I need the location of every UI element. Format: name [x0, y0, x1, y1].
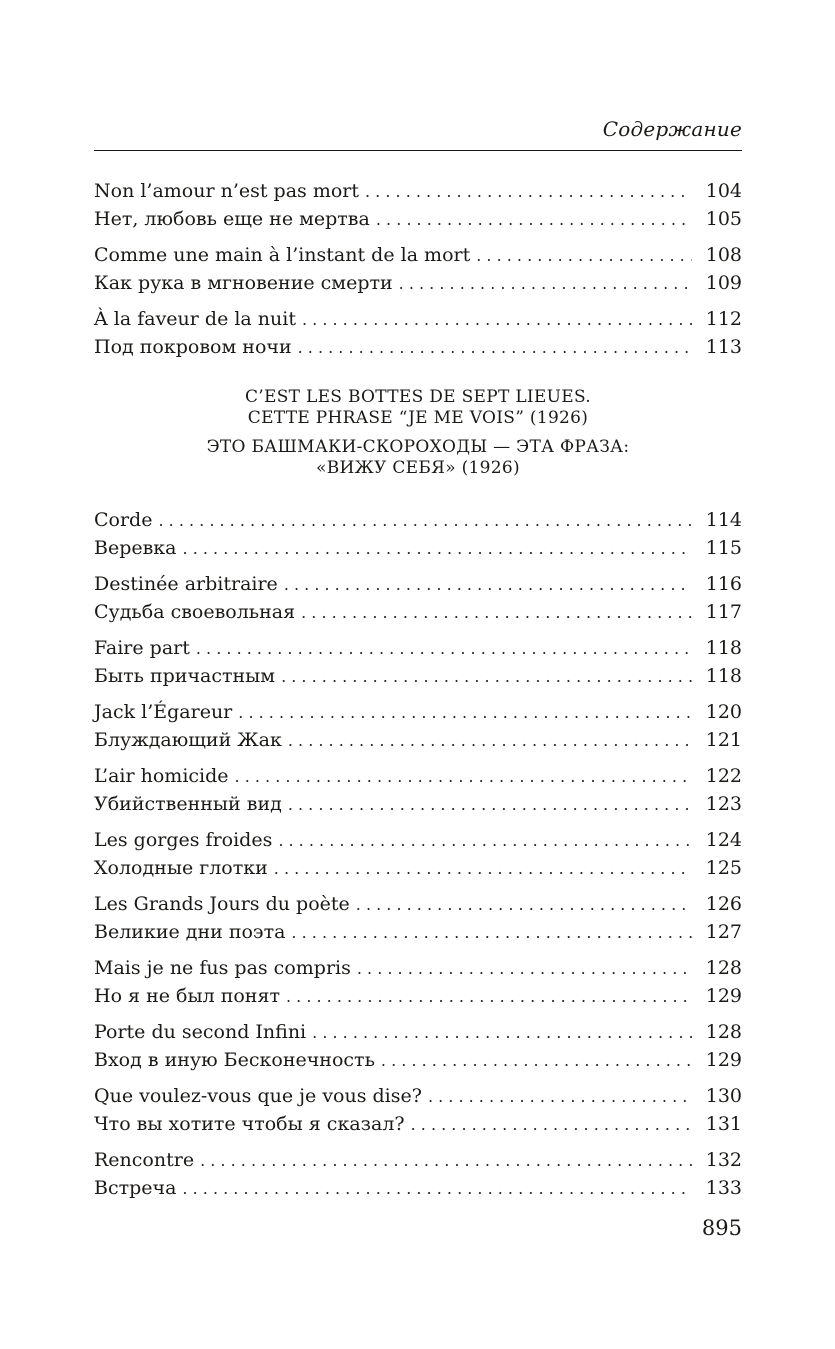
- toc-entry-page: 108: [705, 244, 742, 266]
- toc-entry-page: 123: [705, 793, 742, 815]
- toc-entry: [94, 790, 742, 818]
- toc-entry-group: [94, 698, 742, 754]
- section-heading-french: [94, 387, 742, 429]
- toc-list-second: [94, 506, 742, 1210]
- toc-entry-group: [94, 1082, 742, 1138]
- toc-entry-group: [94, 241, 742, 297]
- toc-entry-page: 116: [705, 573, 742, 595]
- dot-leader: [281, 663, 692, 691]
- toc-entry: [94, 1110, 742, 1138]
- toc-entry-title: Corde: [94, 509, 153, 531]
- toc-entry: [94, 1046, 742, 1074]
- section-heading: [94, 387, 742, 479]
- toc-entry-page: 117: [705, 601, 742, 623]
- toc-entry: [94, 954, 742, 982]
- dot-leader: [428, 1083, 692, 1111]
- toc-entry-title: Rencontre: [94, 1149, 195, 1171]
- section-heading-russian: [94, 437, 742, 479]
- dot-leader: [312, 1019, 692, 1047]
- dot-leader: [301, 599, 692, 627]
- toc-entry-title: Но я не был понят: [94, 985, 280, 1007]
- toc-entry-page: 105: [705, 208, 742, 230]
- toc-entry-title: Faire part: [94, 637, 190, 659]
- toc-entry: [94, 982, 742, 1010]
- toc-entry: [94, 241, 742, 269]
- section-heading-russian-line1: ЭТО БАШМАКИ-СКОРОХОДЫ — ЭТА ФРАЗА:: [206, 437, 630, 457]
- toc-entry-group: [94, 506, 742, 562]
- dot-leader: [288, 727, 692, 755]
- dot-leader: [278, 827, 692, 855]
- toc-entry: [94, 634, 742, 662]
- dot-leader: [158, 507, 692, 535]
- toc-entry-page: 114: [705, 509, 742, 531]
- header-rule: [94, 150, 742, 151]
- toc-entry: [94, 570, 742, 598]
- toc-entry: [94, 1146, 742, 1174]
- toc-entry-title: Веревка: [94, 537, 177, 559]
- toc-entry-title: Les gorges froides: [94, 829, 273, 851]
- book-page: [94, 0, 742, 1349]
- toc-entry-page: 129: [705, 985, 742, 1007]
- toc-entry-page: 129: [705, 1049, 742, 1071]
- toc-entry-title: Comme une main à l’instant de la mort: [94, 244, 471, 266]
- toc-list-first: [94, 177, 742, 369]
- toc-entry-page: 131: [705, 1113, 742, 1135]
- toc-entry: [94, 506, 742, 534]
- toc-entry-title: Великие дни поэта: [94, 921, 286, 943]
- toc-entry-title: Non l’amour n’est pas mort: [94, 180, 359, 202]
- toc-entry-page: 124: [705, 829, 742, 851]
- section-heading-french-line2: CETTE PHRASE “JE ME VOIS” (1926): [247, 408, 589, 428]
- toc-entry-group: [94, 570, 742, 626]
- toc-entry: [94, 854, 742, 882]
- section-heading-russian-line2: «ВИЖУ СЕБЯ» (1926): [316, 458, 520, 478]
- toc-entry-page: 126: [705, 893, 742, 915]
- dot-leader: [200, 1147, 692, 1175]
- dot-leader: [182, 1175, 692, 1203]
- toc-entry: [94, 826, 742, 854]
- dot-leader: [274, 855, 692, 883]
- toc-entry: [94, 762, 742, 790]
- toc-entry: [94, 890, 742, 918]
- toc-entry: [94, 305, 742, 333]
- toc-entry-title: Jack l’Égareur: [94, 701, 233, 723]
- toc-entry-title: Нет, любовь еще не мертва: [94, 208, 370, 230]
- dot-leader: [476, 242, 692, 270]
- toc-entry: [94, 1082, 742, 1110]
- toc-entry-title: Вход в иную Бесконечность: [94, 1049, 375, 1071]
- toc-entry: [94, 918, 742, 946]
- dot-leader: [399, 270, 692, 298]
- dot-leader: [365, 178, 692, 206]
- toc-entry-title: Что вы хотите чтобы я сказал?: [94, 1113, 405, 1135]
- toc-entry-page: 128: [705, 1021, 742, 1043]
- page-number: 895: [701, 1216, 742, 1240]
- toc-entry-group: [94, 762, 742, 818]
- toc-entry-title: Судьба своевольная: [94, 601, 296, 623]
- dot-leader: [298, 334, 692, 362]
- toc-entry-title: L’air homicide: [94, 765, 229, 787]
- toc-entry-page: 118: [705, 637, 742, 659]
- toc-entry-title: Que voulez-vous que je vous dise?: [94, 1085, 422, 1107]
- toc-entry-group: [94, 954, 742, 1010]
- running-head: Содержание: [602, 117, 742, 141]
- dot-leader: [196, 635, 692, 663]
- toc-entry-page: 132: [705, 1149, 742, 1171]
- toc-entry-title: Убийственный вид: [94, 793, 282, 815]
- toc-entry-page: 133: [705, 1177, 742, 1199]
- toc-entry: [94, 1018, 742, 1046]
- toc-entry-title: À la faveur de la nuit: [94, 308, 296, 330]
- toc-entry-page: 121: [705, 729, 742, 751]
- toc-entry-title: Под покровом ночи: [94, 336, 292, 358]
- toc-entry-title: Les Grands Jours du poète: [94, 893, 350, 915]
- toc-entry-page: 122: [705, 765, 742, 787]
- toc-entry-page: 127: [705, 921, 742, 943]
- toc-entry-title: Блуждающий Жак: [94, 729, 282, 751]
- toc-entry: [94, 726, 742, 754]
- toc-entry-title: Destinée arbitraire: [94, 573, 278, 595]
- dot-leader: [183, 535, 692, 563]
- toc-entry: [94, 598, 742, 626]
- dot-leader: [238, 699, 692, 727]
- dot-leader: [291, 919, 692, 947]
- toc-entry: [94, 269, 742, 297]
- toc-entry: [94, 177, 742, 205]
- toc-entry-group: [94, 890, 742, 946]
- toc-entry: [94, 205, 742, 233]
- toc-entry-title: Mais je ne fus pas compris: [94, 957, 351, 979]
- dot-leader: [302, 306, 692, 334]
- dot-leader: [288, 791, 692, 819]
- dot-leader: [284, 571, 692, 599]
- toc-entry: [94, 662, 742, 690]
- toc-entry-page: 125: [705, 857, 742, 879]
- toc-entry-title: Быть причастным: [94, 665, 276, 687]
- toc-entry: [94, 333, 742, 361]
- toc-entry-title: Холодные глотки: [94, 857, 268, 879]
- toc-entry-page: 120: [705, 701, 742, 723]
- toc-entry-group: [94, 826, 742, 882]
- dot-leader: [235, 763, 692, 791]
- toc-entry-page: 112: [705, 308, 742, 330]
- toc-entry-page: 128: [705, 957, 742, 979]
- section-heading-french-line1: C’EST LES BOTTES DE SEPT LIEUES.: [244, 387, 592, 407]
- toc-entry-title: Porte du second Infini: [94, 1021, 307, 1043]
- dot-leader: [411, 1111, 692, 1139]
- toc-entry-group: [94, 177, 742, 233]
- toc-entry-page: 109: [705, 272, 742, 294]
- toc-entry-page: 130: [705, 1085, 742, 1107]
- dot-leader: [356, 891, 692, 919]
- dot-leader: [376, 206, 692, 234]
- toc-entry: [94, 698, 742, 726]
- dot-leader: [381, 1047, 692, 1075]
- toc-entry-title: Встреча: [94, 1177, 177, 1199]
- toc-entry: [94, 534, 742, 562]
- toc-entry-page: 104: [705, 180, 742, 202]
- toc-entry-page: 115: [705, 537, 742, 559]
- toc-entry-group: [94, 305, 742, 361]
- toc-entry-page: 113: [705, 336, 742, 358]
- dot-leader: [357, 955, 692, 983]
- toc-entry-group: [94, 1146, 742, 1202]
- dot-leader: [286, 983, 692, 1011]
- toc-entry-page: 118: [705, 665, 742, 687]
- toc-entry-group: [94, 1018, 742, 1074]
- toc-entry: [94, 1174, 742, 1202]
- toc-entry-title: Как рука в мгновение смерти: [94, 272, 393, 294]
- toc-entry-group: [94, 634, 742, 690]
